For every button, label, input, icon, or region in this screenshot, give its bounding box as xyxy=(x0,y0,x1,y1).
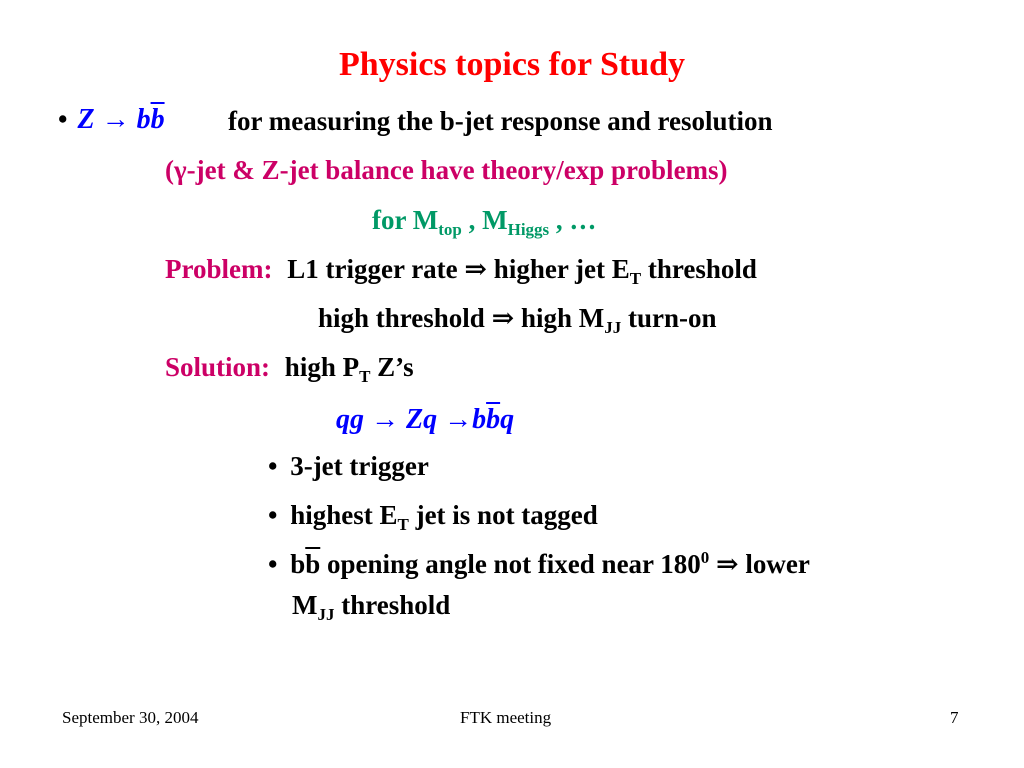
eq-bbar: $\overline{b}$ xyxy=(486,404,501,435)
item-text-b: jet is not tagged xyxy=(408,500,598,530)
mass-targets xyxy=(372,205,597,239)
sub-top: top xyxy=(438,220,462,239)
item-text xyxy=(290,500,598,534)
bullet-line-z-bb xyxy=(58,104,165,136)
bullet-dot: • xyxy=(268,500,278,530)
sub-t: T xyxy=(397,515,409,534)
for-m-text: for M xyxy=(372,205,439,235)
list-item xyxy=(268,451,429,482)
implies-arrow-icon: ⇒ xyxy=(491,303,515,333)
item-text-d: threshold xyxy=(334,590,451,620)
gamma-symbol: γ xyxy=(174,155,187,185)
balance-note xyxy=(165,155,728,186)
eq-b: b xyxy=(472,404,487,435)
item-text-a: highest E xyxy=(290,500,398,530)
problem-text-2: higher jet E xyxy=(487,254,630,284)
eq-z: Z xyxy=(77,104,95,135)
solution-text-2: Z’s xyxy=(370,352,414,382)
implies-arrow-icon: ⇒ xyxy=(464,254,488,284)
eq-q: q xyxy=(500,404,515,435)
bbar-text: $\overline{b}$ xyxy=(305,549,321,579)
footer-date: September 30, 2004 xyxy=(62,708,199,727)
problem-text-3: threshold xyxy=(641,254,757,284)
sub-t: T xyxy=(629,269,642,288)
implies-arrow-icon: ⇒ xyxy=(716,549,739,579)
paren-open: ( xyxy=(165,155,174,185)
item-text-b: lower xyxy=(738,549,810,579)
item-text-a: opening angle not fixed near 180 xyxy=(320,549,701,579)
sub-t: T xyxy=(359,367,371,386)
paren-close: ) xyxy=(718,155,728,185)
bullet-dot: • xyxy=(268,549,278,579)
sub-jj: JJ xyxy=(317,605,335,624)
arrow-icon: → xyxy=(444,404,473,435)
threshold-text-3: turn-on xyxy=(621,303,717,333)
problem-text-1: L1 trigger rate xyxy=(287,254,465,284)
footer-meeting: FTK meeting xyxy=(460,708,552,727)
item-text: 3-jet trigger xyxy=(290,451,429,481)
bullet-dot: • xyxy=(268,451,278,481)
solution-text-1: high P xyxy=(284,352,360,382)
arrow-icon: → xyxy=(371,404,399,435)
threshold-text-1: high threshold xyxy=(318,303,492,333)
comma-m-text: , M xyxy=(461,205,508,235)
item-text-c: M xyxy=(292,590,318,620)
item-text xyxy=(290,549,810,579)
equation-qg-zq-bbq xyxy=(336,404,514,436)
eq-b: b xyxy=(136,104,151,135)
list-item-continuation xyxy=(292,590,451,624)
bullet-dot: • xyxy=(58,104,68,134)
slide-title: Physics topics for Study xyxy=(338,46,686,83)
ellipsis-text: , … xyxy=(549,205,597,235)
list-item xyxy=(268,500,598,534)
equation-z-to-bb xyxy=(77,104,164,135)
threshold-text-2: high M xyxy=(514,303,605,333)
sup-degree: 0 xyxy=(700,548,710,567)
sub-jj: JJ xyxy=(604,318,622,337)
z-bb-description: for measuring the b-jet response and resolution xyxy=(228,106,773,136)
solution-label: Solution: xyxy=(165,352,271,382)
eq-bbar: $\overline{b}$ xyxy=(150,104,165,135)
b-text: b xyxy=(290,549,306,579)
eq-qg: qg xyxy=(336,404,364,435)
threshold-line xyxy=(318,303,717,337)
eq-zq: Zq xyxy=(406,404,438,435)
sub-higgs: Higgs xyxy=(507,220,550,239)
problem-label: Problem: xyxy=(165,254,273,284)
footer-page-number: 7 xyxy=(950,708,959,727)
solution-line xyxy=(165,352,414,386)
problem-line xyxy=(165,254,757,288)
arrow-icon: → xyxy=(101,104,130,135)
balance-note-text: -jet & Z-jet balance have theory/exp problems xyxy=(186,155,719,185)
list-item xyxy=(268,549,810,580)
